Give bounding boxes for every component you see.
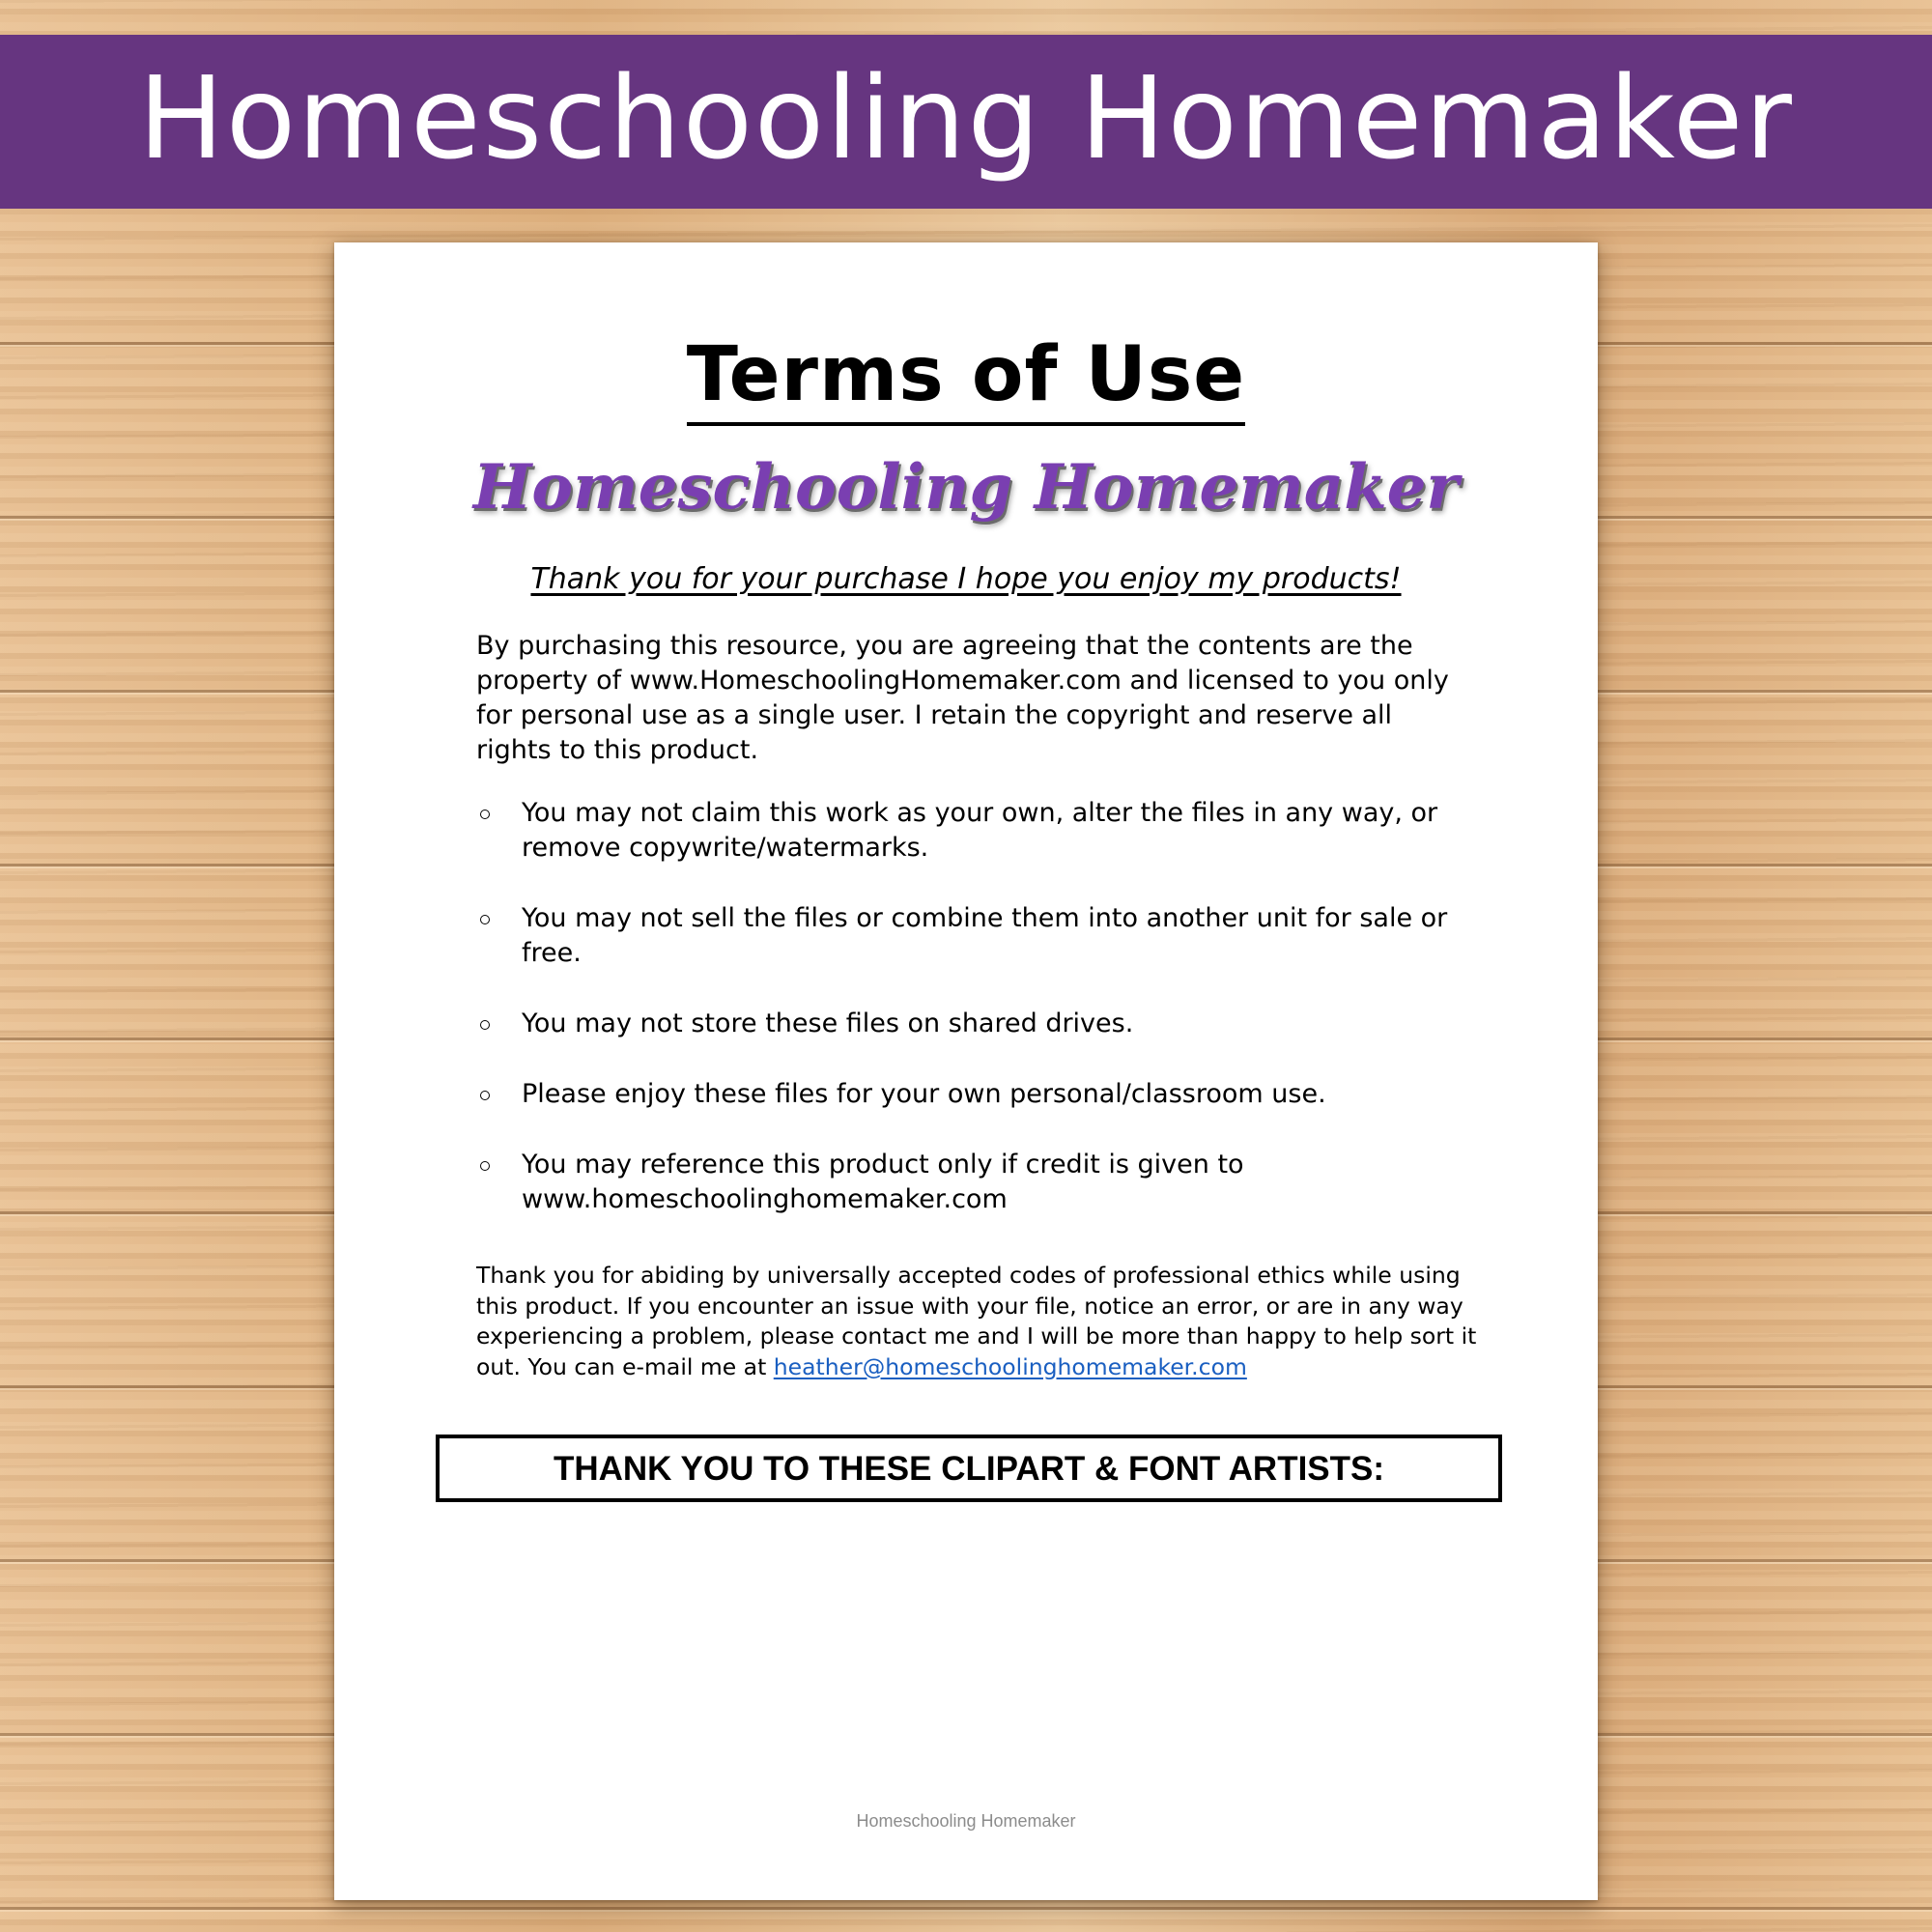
rule-text: You may not claim this work as your own, alter the files in any way, or remove copywrite/watermarks.	[522, 798, 1438, 863]
list-item	[476, 796, 1481, 866]
banner-title: Homeschooling Homemaker	[138, 51, 1794, 185]
list-item	[476, 901, 1481, 971]
bullet-circle-icon	[480, 915, 490, 924]
list-item	[476, 1007, 1481, 1041]
rule-text: You may reference this product only if credit is given to www.homeschoolinghomemaker.com	[522, 1150, 1244, 1214]
top-banner	[0, 35, 1932, 209]
terms-sheet	[334, 242, 1598, 1900]
list-item	[476, 1148, 1481, 1217]
bullet-circle-icon	[480, 1020, 490, 1030]
bullet-circle-icon	[480, 810, 490, 819]
thank-you-line	[334, 562, 1598, 596]
rule-text: Please enjoy these files for your own personal/classroom use.	[522, 1079, 1326, 1109]
closing-text: Thank you for abiding by universally accepted codes of professional ethics while using this product. If you encounter an issue with your file, notice an error, or are in any way experiencing a problem, please contact me and I will be more than happy to help sort it out. You can e-mail me at	[476, 1262, 1477, 1380]
bullet-circle-icon	[480, 1161, 490, 1171]
email-link[interactable]: heather@homeschoolinghomemaker.com	[773, 1352, 1247, 1380]
page-footer: Homeschooling Homemaker	[856, 1811, 1076, 1831]
rule-text: You may not store these files on shared drives.	[522, 1009, 1134, 1038]
bullet-circle-icon	[480, 1091, 490, 1100]
rule-text: You may not sell the files or combine them into another unit for sale or free.	[522, 903, 1448, 968]
page-title-text: Terms of Use	[687, 337, 1245, 426]
thank-you-text: Thank you for your purchase I hope you enjoy my products!	[530, 562, 1402, 596]
artists-heading-box	[436, 1435, 1502, 1502]
brand-logo-text: Homeschooling Homemaker	[472, 451, 1460, 524]
closing-paragraph	[476, 1261, 1481, 1382]
rules-list	[476, 796, 1481, 1253]
intro-paragraph: By purchasing this resource, you are agreeing that the contents are the property of www.HomeschoolingHomemaker.com and licensed to you only for personal use as a single user. I retain the copyright and reserve all rights to this product.	[476, 631, 1449, 765]
artists-heading: THANK YOU TO THESE CLIPART & FONT ARTISTS:	[553, 1449, 1385, 1488]
page-title	[334, 331, 1598, 426]
list-item	[476, 1077, 1481, 1112]
